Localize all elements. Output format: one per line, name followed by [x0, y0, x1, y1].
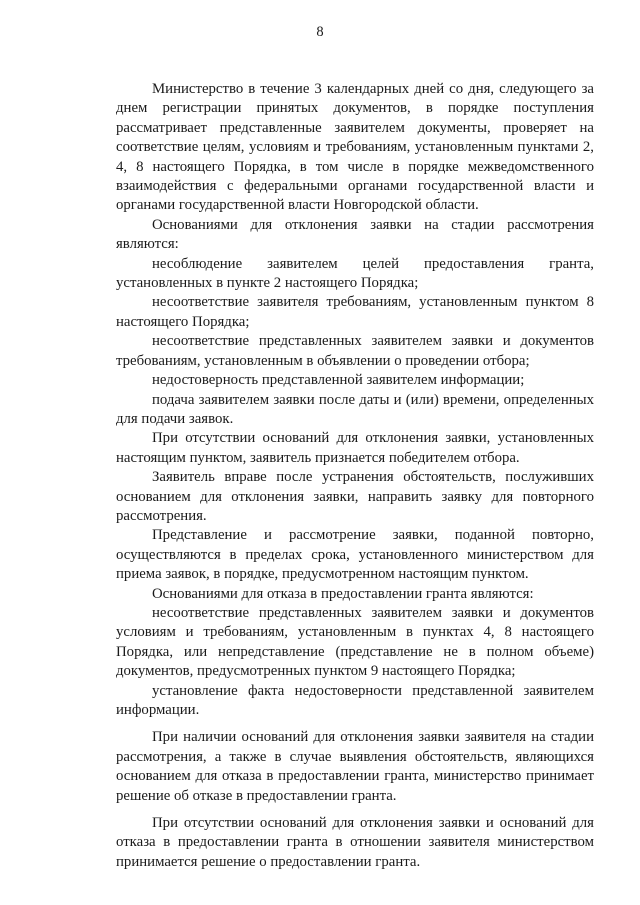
paragraph-refusal-grounds-intro: Основаниями для отказа в предоставлении гранта являются: [152, 585, 534, 602]
paragraph-resubmission: Заявитель вправе после устранения обстоятельств, послуживших основанием для отклонения заявки, направить заявку для повторного рассмотрения. [116, 469, 594, 524]
page-number: 8 [316, 24, 324, 40]
paragraph-rejection-requirements: несоответствие заявителя требованиям, установленным пунктом 8 настоящего Порядка; [116, 294, 594, 330]
paragraph-rejection-late-submission: подача заявителем заявки после даты и (или) времени, определенных для подачи заявок. [116, 391, 594, 427]
paragraph-rejection-grounds-intro: Основаниями для отклонения заявки на стадии рассмотрения являются: [116, 216, 594, 253]
paragraph-rejection-unreliable-info: недостоверность представленной заявителем информации; [152, 372, 525, 389]
paragraph-review-procedure: Министерство в течение 3 календарных дней со дня, следующего за днем регистрации принятых документов, в порядке поступления рассматривает представленные заявителем документы, проверяет на соответствие целям, условиям и требованиям, установленным пунктами 2, 4, 8 настоящего Порядка, в том числе в порядке межведомственного взаимодействия с федеральными органами государственной власти и органами государственной власти Новгородской области. [116, 81, 594, 214]
paragraph-rejection-goals: несоблюдение заявителем целей предоставления гранта, установленных в пункте 2 настоящего Порядка; [116, 255, 594, 292]
paragraph-refusal-decision: При наличии оснований для отклонения заявки заявителя на стадии рассмотрения, а также в случае выявления обстоятельств, являющихся основанием для отказа в предоставлении гранта, министерство принимает решение об отказе в предоставлении гранта. [116, 729, 594, 804]
paragraph-grant-decision: При отсутствии оснований для отклонения заявки и оснований для отказа в предоставлении гранта в отношении заявителя министерством принимается решение о предоставлении гранта. [116, 815, 594, 870]
paragraph-winner: При отсутствии оснований для отклонения заявки, установленных настоящим пунктом, заявитель признается победителем отбора. [116, 430, 594, 466]
document-body [116, 80, 594, 872]
paragraph-refusal-unreliable-info: установление факта недостоверности представленной заявителем информации. [116, 682, 594, 718]
paragraph-resubmission-terms: Представление и рассмотрение заявки, поданной повторно, осуществляются в пределах срока, установленного министерством для приема заявок, в порядке, предусмотренном настоящим пунктом. [116, 527, 594, 583]
paragraph-refusal-documents: несоответствие представленных заявителем заявки и документов условиям и требованиям, установленным в пунктах 4, 8 настоящего Порядка, или непредставление (представление не в полном объеме) документов, предусмотренных пунктом 9 настоящего Порядка; [116, 604, 594, 680]
paragraph-rejection-documents: несоответствие представленных заявителем заявки и документов требованиям, установленным в объявлении о проведении отбора; [116, 333, 594, 369]
